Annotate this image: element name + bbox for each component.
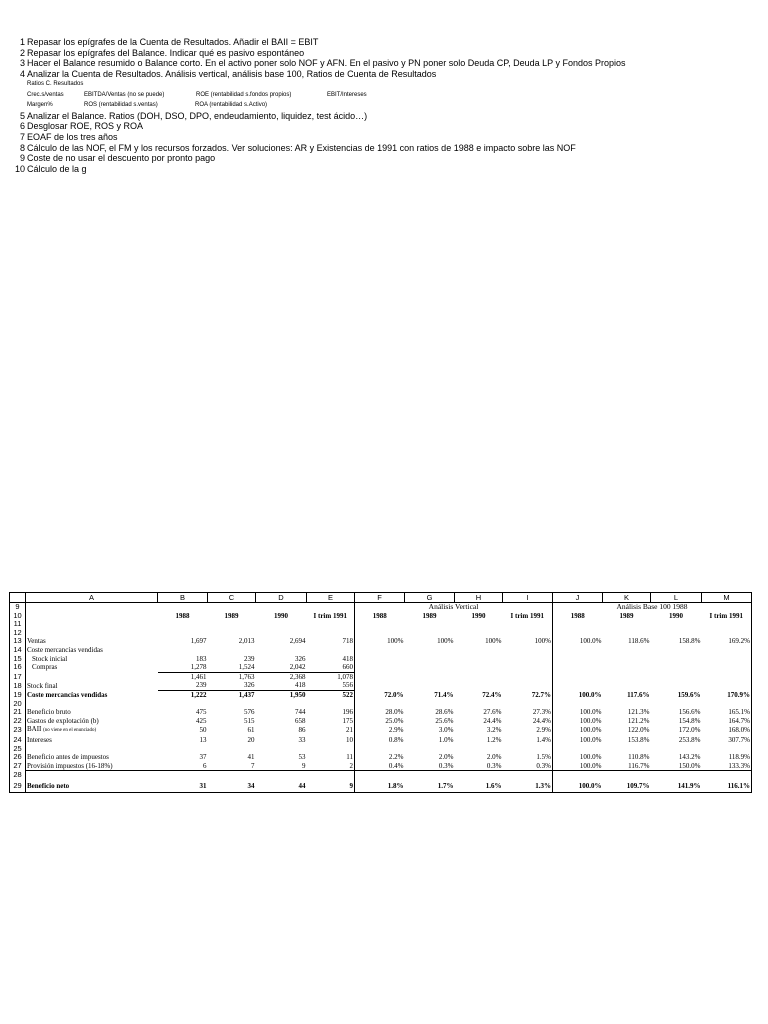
column-header[interactable]: B (158, 593, 208, 603)
percent-cell[interactable]: 72.0% (384, 690, 404, 699)
value-cell[interactable]: 20 (247, 735, 255, 744)
percent-cell[interactable]: 24.4% (483, 716, 502, 725)
task-text: EOAF de los tres años (27, 132, 118, 143)
row-header[interactable]: 24 (10, 736, 26, 745)
task-item (10, 111, 750, 122)
year-header: 1988 (570, 611, 585, 620)
column-header[interactable]: D (256, 593, 307, 603)
task-number: 9 (19, 153, 25, 164)
value-cell[interactable]: 1,524 (208, 663, 256, 672)
value-cell[interactable]: 2,368 (289, 672, 306, 681)
task-text: Hacer el Balance resumido o Balance corto. En el activo poner solo NOF y AFN. En el pasivo y PN poner solo Deuda CP, Deuda LP y Fondos Propios (27, 58, 626, 69)
table-row (10, 655, 752, 664)
value-cell[interactable]: 1,763 (238, 672, 255, 681)
ratio-label: ROA (rentabilidad s.Activo) (195, 102, 268, 109)
percent-cell[interactable]: 100% (503, 637, 553, 646)
base-cell[interactable]: 158.8% (678, 637, 701, 646)
row-label (26, 725, 158, 736)
value-cell[interactable]: 50 (199, 726, 207, 735)
value-cell[interactable]: 6 (203, 761, 207, 770)
percent-cell[interactable]: 2.9% (503, 725, 553, 736)
value-cell[interactable]: 13 (199, 735, 207, 744)
value-cell[interactable]: 41 (247, 753, 255, 762)
value-cell[interactable]: 2,042 (256, 663, 307, 672)
table-row (10, 663, 752, 672)
year-header: I trim 1991 (307, 612, 355, 621)
base-cell[interactable]: 100.0% (579, 716, 602, 725)
table-row (10, 745, 752, 754)
ratios-title: Ratios C. Resultados (27, 81, 84, 88)
percent-cell[interactable]: 1.0% (438, 735, 454, 744)
base-cell[interactable]: 253.8% (678, 735, 701, 744)
value-cell[interactable]: 86 (298, 726, 306, 735)
row-label: Stock final (27, 681, 58, 690)
base-cell[interactable]: 141.9% (651, 780, 702, 793)
task-text: Cálculo de las NOF, el FM y los recursos forzados. Ver soluciones: AR y Existencias de 1991 con ratios de 1988 e impacto sobre las NOF (27, 142, 576, 153)
base-cell[interactable]: 116.7% (628, 761, 650, 770)
year-header: 1990 (274, 611, 288, 620)
value-cell[interactable]: 326 (208, 681, 256, 690)
table-row (10, 620, 752, 629)
task-text: Desglosar ROE, ROS y ROA (27, 121, 144, 132)
ratio-label: EBITDA/Ventas (no se puede) (84, 91, 165, 98)
value-cell[interactable]: 21 (307, 725, 355, 736)
percent-cell[interactable]: 2.9% (388, 726, 404, 735)
table-row (10, 753, 752, 762)
value-cell[interactable]: 326 (295, 654, 306, 663)
column-header[interactable]: I (503, 593, 553, 603)
base-cell[interactable]: 100.0% (579, 761, 602, 770)
row-header[interactable]: 13 (10, 637, 26, 646)
percent-cell[interactable]: 1.8% (355, 780, 405, 793)
value-cell[interactable]: 418 (256, 681, 307, 690)
baii-label: BAII (27, 725, 42, 734)
task-text: Repasar los epígrafes del Balance. Indicar qué es pasivo espontáneo (27, 47, 305, 58)
percent-cell[interactable]: 1.3% (503, 780, 553, 793)
column-header[interactable]: G (405, 593, 455, 603)
value-cell[interactable]: 44 (256, 780, 307, 793)
percent-cell[interactable]: 2.0% (486, 753, 502, 762)
percent-cell[interactable]: 1.5% (503, 753, 553, 762)
percent-cell[interactable]: 71.4% (434, 690, 454, 699)
column-header[interactable]: K (603, 593, 651, 603)
value-cell[interactable]: 31 (158, 780, 208, 793)
value-cell[interactable]: 1,437 (238, 690, 255, 699)
table-row (10, 637, 752, 646)
base-cell[interactable]: 164.7% (702, 717, 752, 726)
year-header: 1988 (175, 611, 190, 620)
task-item (10, 48, 750, 59)
percent-cell[interactable]: 27.3% (503, 708, 553, 717)
table-row (10, 700, 752, 709)
percent-cell[interactable]: 24.4% (503, 717, 553, 726)
value-cell[interactable]: 576 (244, 708, 255, 717)
row-header[interactable]: 19 (10, 690, 26, 699)
table-row (10, 603, 752, 612)
percent-cell[interactable]: 0.3% (503, 762, 553, 771)
task-item (10, 69, 750, 80)
row-label: Compras (32, 663, 58, 672)
base-cell[interactable]: 153.8% (627, 735, 650, 744)
base-cell[interactable]: 100.0% (579, 637, 602, 646)
table-row (10, 612, 752, 621)
value-cell[interactable]: 1,222 (190, 690, 207, 699)
value-cell[interactable]: 1,697 (190, 637, 207, 646)
task-number: 4 (19, 68, 25, 79)
value-cell[interactable]: 7 (251, 761, 255, 770)
row-label: Coste mercancías vendidas (27, 690, 108, 699)
base-cell[interactable]: 172.0% (678, 726, 701, 735)
task-item (10, 164, 750, 175)
base-cell[interactable]: 307.7% (702, 736, 752, 745)
base-cell[interactable]: 156.6% (678, 708, 701, 717)
row-header[interactable]: 28 (10, 771, 26, 780)
task-text: Analizar el Balance. Ratios (DOH, DSO, DPO, endeudamiento, liquidez, test ácido…) (27, 110, 368, 121)
row-label: Beneficio neto (26, 780, 158, 793)
row-label: Coste mercancías vendidas (27, 645, 103, 654)
base-cell[interactable]: 159.6% (677, 690, 701, 699)
table-row (10, 717, 752, 726)
row-label: Gastos de explotación (b) (27, 716, 99, 725)
value-cell[interactable]: 53 (298, 753, 306, 762)
table-row (10, 771, 752, 780)
base-cell[interactable]: 100.0% (578, 690, 602, 699)
base-cell[interactable]: 100.0% (553, 780, 603, 793)
task-number: 8 (19, 142, 25, 153)
year-header: I trim 1991 (503, 612, 553, 621)
value-cell[interactable]: 196 (307, 708, 355, 717)
base-cell[interactable]: 118.6% (628, 637, 650, 646)
value-cell[interactable]: 239 (158, 681, 208, 690)
base-cell[interactable]: 133.3% (702, 762, 752, 771)
row-header[interactable]: 15 (10, 655, 26, 664)
task-item (10, 58, 750, 69)
value-cell[interactable]: 1,278 (158, 663, 208, 672)
task-item (10, 132, 750, 143)
column-header-row (10, 593, 752, 603)
task-item (10, 153, 750, 164)
percent-cell[interactable]: 1.6% (455, 780, 503, 793)
task-number: 10 (14, 163, 25, 174)
percent-cell[interactable]: 0.3% (486, 761, 502, 770)
column-header[interactable]: C (208, 593, 256, 603)
percent-cell[interactable]: 1.2% (486, 735, 502, 744)
year-header: 1989 (422, 611, 437, 620)
row-header[interactable]: 29 (10, 780, 26, 793)
base-cell[interactable]: 169.2% (702, 637, 752, 646)
row-header[interactable]: 22 (10, 717, 26, 726)
row-header[interactable]: 14 (10, 646, 26, 655)
percent-cell[interactable]: 72.7% (503, 690, 553, 699)
percent-cell[interactable]: 100% (437, 637, 454, 646)
value-cell[interactable]: 9 (307, 780, 355, 793)
percent-cell[interactable]: 3.0% (438, 726, 454, 735)
base-cell[interactable]: 100.0% (579, 726, 602, 735)
year-header: 1989 (224, 611, 239, 620)
percent-cell[interactable]: 100% (485, 637, 502, 646)
table-row (10, 762, 752, 771)
task-number: 3 (19, 58, 25, 69)
value-cell[interactable]: 1,078 (307, 672, 355, 681)
ratios-block (10, 79, 750, 111)
base-cell[interactable]: 117.6% (627, 690, 650, 699)
column-header[interactable]: J (553, 593, 603, 603)
value-cell[interactable]: 175 (307, 717, 355, 726)
table-row (10, 646, 752, 655)
task-number: 6 (19, 121, 25, 132)
task-item (10, 121, 750, 132)
base-cell[interactable]: 122.0% (627, 726, 650, 735)
base-cell[interactable]: 154.8% (678, 716, 701, 725)
value-cell[interactable]: 34 (208, 780, 256, 793)
value-cell[interactable]: 660 (307, 663, 355, 672)
percent-cell[interactable]: 0.3% (438, 761, 454, 770)
table-row (10, 725, 752, 736)
task-item (10, 37, 750, 48)
value-cell[interactable]: 11 (307, 753, 355, 762)
ratio-label: Crec.s/ventas (27, 91, 64, 98)
value-cell[interactable]: 1,461 (190, 672, 207, 681)
percent-cell[interactable]: 28.0% (385, 708, 404, 717)
task-text: Analizar la Cuenta de Resultados. Análisis vertical, análisis base 100, Ratios de Cuenta de Resultados (27, 68, 437, 79)
row-header[interactable]: 18 (10, 681, 26, 690)
row-label: Stock inicial (32, 654, 68, 663)
value-cell[interactable]: 515 (244, 716, 255, 725)
percent-cell[interactable]: 100% (387, 637, 404, 646)
base-cell[interactable]: 121.2% (627, 716, 650, 725)
base-cell[interactable]: 150.0% (678, 761, 701, 770)
task-text: Repasar los epígrafes de la Cuenta de Resultados. Añadir el BAII = EBIT (27, 37, 319, 47)
base100-analysis-title: Análisis Base 100 1988 (553, 603, 752, 612)
column-header[interactable]: F (355, 593, 405, 603)
row-label: Beneficio bruto (27, 708, 71, 717)
corner-cell[interactable] (10, 593, 26, 603)
table-row (10, 681, 752, 690)
year-header: 1989 (619, 611, 634, 620)
table-row (10, 690, 752, 699)
value-cell[interactable]: 475 (196, 708, 207, 717)
baii-note: (no viene en el enunciado) (43, 728, 97, 734)
column-header[interactable]: A (26, 593, 158, 603)
column-header[interactable]: H (455, 593, 503, 603)
task-text: Coste de no usar el descuento por pronto pago (27, 153, 216, 164)
base-cell[interactable]: 109.7% (603, 780, 651, 793)
base-cell[interactable]: 116.1% (702, 780, 752, 793)
task-item (10, 143, 750, 154)
task-list (10, 37, 750, 174)
year-header: 1990 (669, 611, 683, 620)
row-header[interactable]: 23 (10, 725, 26, 736)
row-header[interactable]: 21 (10, 708, 26, 717)
value-cell[interactable]: 718 (307, 637, 355, 646)
base-cell[interactable]: 118.9% (702, 753, 752, 762)
value-cell[interactable]: 37 (199, 753, 207, 762)
base-cell[interactable]: 121.3% (627, 708, 650, 717)
row-label: Intereses (27, 735, 52, 744)
value-cell[interactable]: 239 (244, 654, 255, 663)
column-header[interactable]: M (702, 593, 752, 603)
year-header: 1990 (471, 611, 486, 620)
percent-cell[interactable]: 2.2% (388, 753, 404, 762)
value-cell[interactable]: 10 (307, 736, 355, 745)
percent-cell[interactable]: 72.4% (482, 690, 502, 699)
base-cell[interactable]: 143.2% (678, 753, 701, 762)
year-header: I trim 1991 (702, 612, 752, 621)
row-header[interactable]: 16 (10, 663, 26, 672)
value-cell[interactable]: 1,950 (289, 690, 306, 699)
spreadsheet (9, 592, 751, 793)
percent-cell[interactable]: 25.0% (385, 716, 404, 725)
base-cell[interactable]: 100.0% (579, 753, 602, 762)
value-cell[interactable]: 61 (247, 726, 255, 735)
value-cell[interactable]: 418 (307, 655, 355, 664)
vertical-analysis-title: Análisis Vertical (355, 603, 553, 612)
row-label: Provisión impuestos (16-18%) (27, 761, 113, 770)
column-header[interactable]: E (307, 593, 355, 603)
value-cell[interactable]: 744 (295, 708, 306, 717)
table-row (10, 736, 752, 745)
base-cell[interactable]: 100.0% (579, 708, 602, 717)
row-header[interactable]: 26 (10, 753, 26, 762)
task-text: Cálculo de la g (27, 163, 87, 174)
value-cell[interactable]: 522 (307, 690, 355, 699)
task-number: 2 (19, 47, 25, 58)
table-row (10, 629, 752, 638)
value-cell[interactable]: 425 (196, 716, 207, 725)
value-cell[interactable]: 2,013 (238, 637, 255, 646)
row-header[interactable]: 10 (10, 612, 26, 621)
row-header[interactable]: 17 (10, 672, 26, 681)
ratio-label: Margen% (27, 102, 53, 109)
percent-cell[interactable]: 1.7% (405, 780, 455, 793)
percent-cell[interactable]: 0.8% (388, 735, 404, 744)
percent-cell[interactable]: 1.4% (503, 736, 553, 745)
value-cell[interactable]: 2 (307, 762, 355, 771)
value-cell[interactable]: 658 (295, 716, 306, 725)
row-label: Ventas (27, 637, 46, 646)
value-cell[interactable]: 183 (196, 654, 207, 663)
row-label: Beneficio antes de impuestos (27, 753, 109, 762)
value-cell[interactable]: 33 (298, 735, 306, 744)
base-cell[interactable]: 110.8% (628, 753, 650, 762)
value-cell[interactable]: 556 (307, 681, 355, 690)
row-header[interactable]: 20 (10, 700, 26, 709)
value-cell[interactable]: 9 (302, 761, 306, 770)
income-statement-table (9, 592, 752, 793)
percent-cell[interactable]: 28.6% (435, 708, 454, 717)
ratio-label: ROS (rentabilidad s.ventas) (84, 102, 158, 109)
column-header[interactable]: L (651, 593, 702, 603)
row-header[interactable]: 27 (10, 762, 26, 771)
table-row (10, 672, 752, 681)
percent-cell[interactable]: 2.0% (438, 753, 454, 762)
base-cell[interactable]: 100.0% (579, 735, 602, 744)
percent-cell[interactable]: 25.6% (435, 716, 454, 725)
task-number: 7 (19, 132, 25, 143)
task-number: 1 (19, 37, 25, 47)
task-number: 5 (19, 110, 25, 121)
table-row (10, 708, 752, 717)
base-cell[interactable]: 170.9% (702, 690, 752, 699)
value-cell[interactable]: 2,694 (289, 637, 306, 646)
percent-cell[interactable]: 27.6% (483, 708, 502, 717)
base-cell[interactable]: 165.1% (702, 708, 752, 717)
row-header[interactable]: 11 (10, 620, 26, 629)
percent-cell[interactable]: 3.2% (486, 726, 502, 735)
percent-cell[interactable]: 0.4% (388, 761, 404, 770)
row-header[interactable]: 12 (10, 629, 26, 638)
ratio-label: EBIT/Intereses (327, 91, 367, 98)
row-header[interactable]: 9 (10, 603, 26, 612)
base-cell[interactable]: 168.0% (702, 725, 752, 736)
year-header: 1988 (372, 611, 387, 620)
table-row (10, 780, 752, 793)
ratio-label: ROE (rentabilidad s.fondos propios) (196, 91, 292, 98)
row-header[interactable]: 25 (10, 745, 26, 754)
